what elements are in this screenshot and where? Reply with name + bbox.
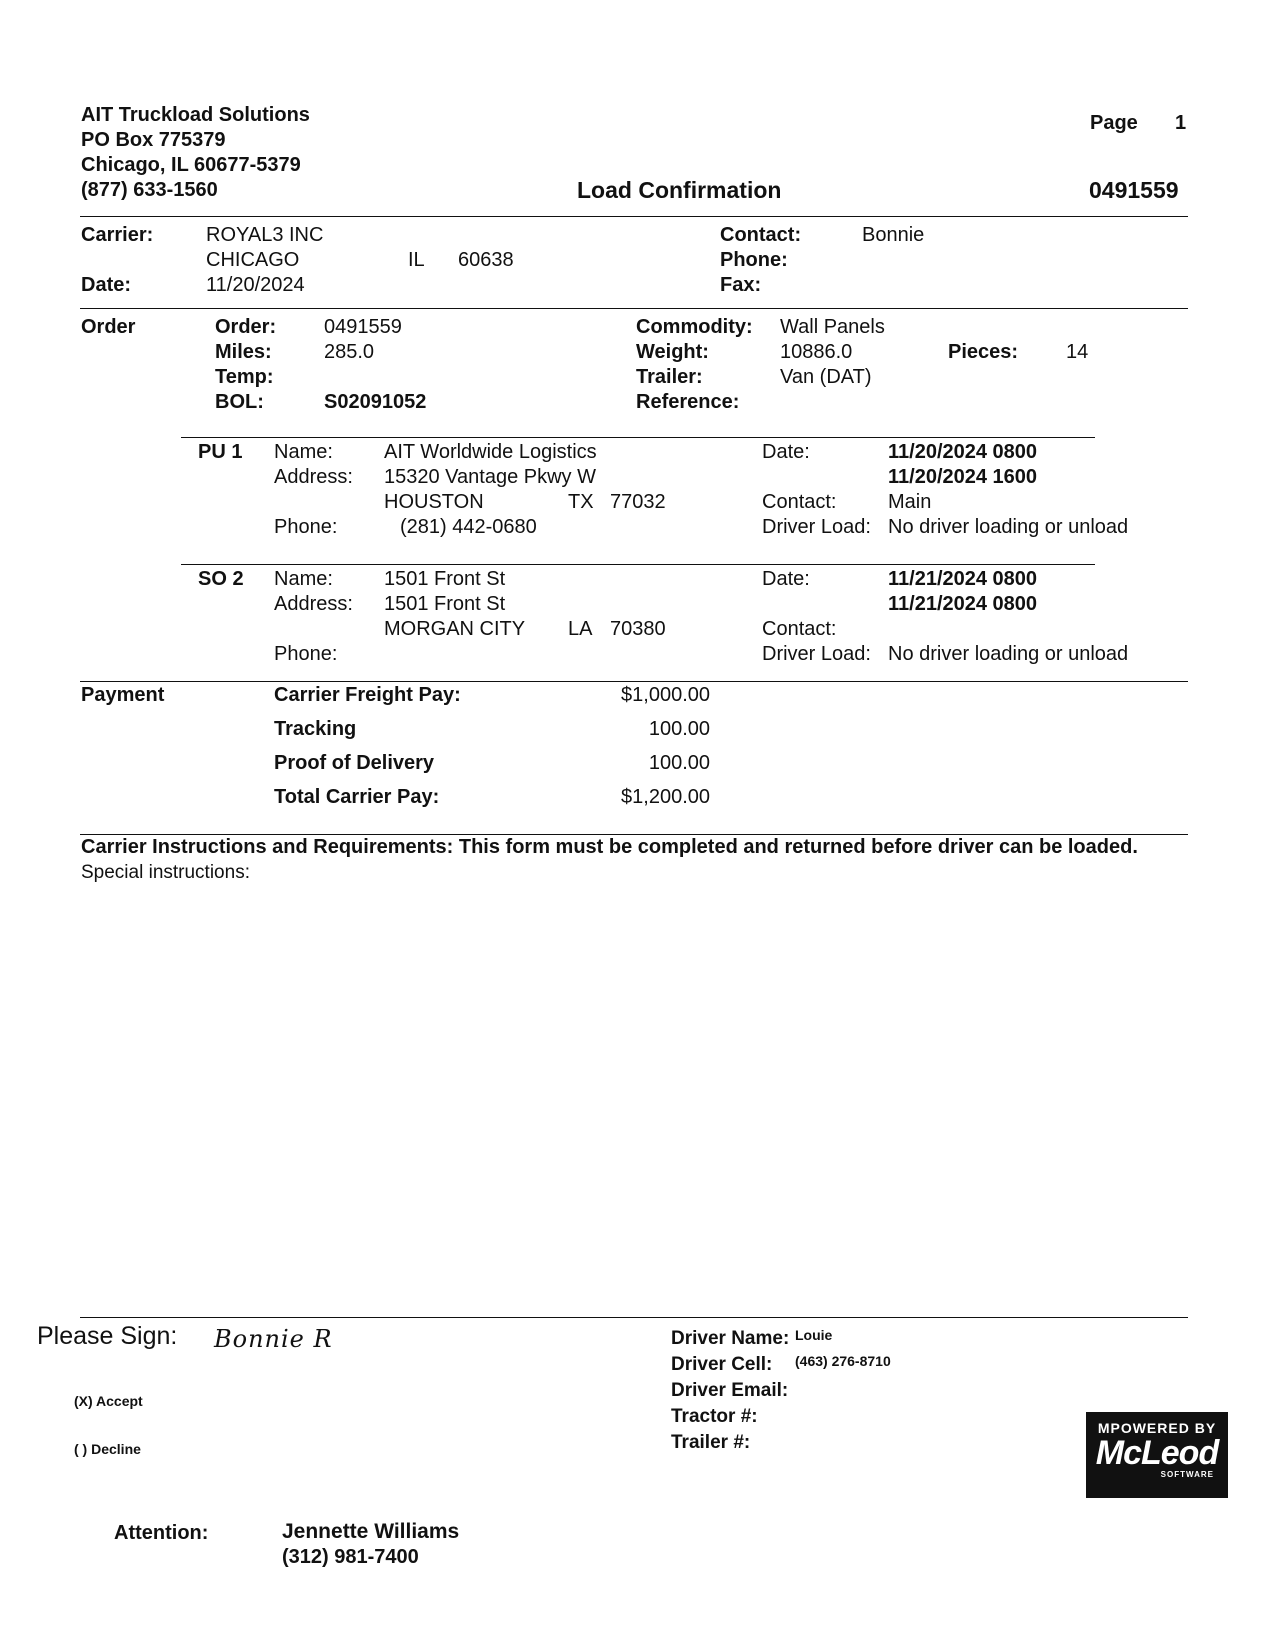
stop-zip: 70380	[610, 618, 666, 640]
stop-id: PU 1	[198, 441, 243, 463]
payment-line-amount: 100.00	[648, 752, 710, 774]
stop-name-label: Name:	[274, 568, 333, 590]
stop-city: HOUSTON	[384, 491, 484, 513]
stop-date-label: Date:	[762, 568, 810, 590]
divider	[80, 216, 1188, 217]
stop-address: 15320 Vantage Pkwy W	[384, 466, 596, 488]
trailer-label: Trailer:	[636, 366, 703, 388]
reference-label: Reference:	[636, 391, 740, 413]
stop-contact-label: Contact:	[762, 491, 837, 513]
page-number: 1	[1175, 112, 1187, 134]
stop-date-label: Date:	[762, 441, 810, 463]
company-address-line1: PO Box 775379	[81, 129, 226, 151]
stop-state: TX	[568, 491, 594, 513]
document-number: 0491559	[1089, 177, 1179, 203]
carrier-state: IL	[408, 249, 425, 271]
carrier-date-label: Date:	[81, 274, 132, 296]
carrier-date: 11/20/2024	[206, 274, 305, 296]
please-sign-label: Please Sign:	[37, 1322, 178, 1350]
order-number: 0491559	[324, 316, 402, 338]
commodity-label: Commodity:	[636, 316, 753, 338]
stop-address-label: Address:	[274, 466, 353, 488]
instructions-heading: Carrier Instructions and Requirements: This form must be completed and returned before driver can be loaded.	[81, 836, 1138, 858]
accept-option[interactable]: (X) Accept	[74, 1393, 143, 1409]
payment-line-label: Tracking	[274, 718, 357, 740]
stop-driver-load-label: Driver Load:	[762, 516, 871, 538]
stop-phone-label: Phone:	[274, 516, 338, 538]
stop-id: SO 2	[198, 568, 244, 590]
carrier-name: ROYAL3 INC	[206, 224, 324, 246]
stop-state: LA	[568, 618, 593, 640]
divider	[80, 681, 1188, 682]
miles-value: 285.0	[324, 341, 375, 363]
payment-total-label: Total Carrier Pay:	[274, 786, 440, 808]
company-address-line2: Chicago, IL 60677-5379	[81, 154, 301, 176]
divider	[80, 834, 1188, 835]
logo-wordmark: McLeod	[1095, 1434, 1219, 1472]
temp-label: Temp:	[215, 366, 274, 388]
driver-name[interactable]: Louie	[795, 1327, 833, 1343]
order-section-label: Order	[81, 316, 136, 338]
payment-section-label: Payment	[81, 684, 165, 706]
trailer-number-label: Trailer #:	[671, 1432, 751, 1453]
fax-label: Fax:	[720, 274, 762, 296]
stop-zip: 77032	[610, 491, 666, 513]
driver-name-label: Driver Name:	[671, 1328, 790, 1349]
miles-label: Miles:	[215, 341, 272, 363]
contact-name: Bonnie	[862, 224, 925, 246]
attention-name: Jennette Williams	[282, 1520, 460, 1543]
trailer-value: Van (DAT)	[780, 366, 872, 388]
carrier-label: Carrier:	[81, 224, 154, 246]
tractor-label: Tractor #:	[671, 1406, 758, 1427]
carrier-zip: 60638	[458, 249, 514, 271]
weight-value: 10886.0	[780, 341, 853, 363]
stop-city: MORGAN CITY	[384, 618, 526, 640]
driver-email-label: Driver Email:	[671, 1380, 789, 1401]
signature[interactable]: Bonnie R	[214, 1325, 333, 1353]
stop-date-start: 11/21/2024 0800	[888, 568, 1038, 590]
attention-phone: (312) 981-7400	[282, 1546, 419, 1568]
attention-label: Attention:	[114, 1522, 209, 1544]
stop-contact: Main	[888, 491, 932, 513]
decline-option[interactable]: ( ) Decline	[74, 1441, 141, 1457]
driver-cell[interactable]: (463) 276-8710	[795, 1353, 891, 1369]
stop-name: 1501 Front St	[384, 568, 506, 590]
divider	[80, 1317, 1188, 1318]
stop-phone-label: Phone:	[274, 643, 338, 665]
stop-address-label: Address:	[274, 593, 353, 615]
stop-contact-label: Contact:	[762, 618, 837, 640]
driver-cell-label: Driver Cell:	[671, 1354, 773, 1375]
special-instructions-label: Special instructions:	[81, 862, 250, 883]
stop-name-label: Name:	[274, 441, 333, 463]
divider	[181, 564, 1095, 565]
payment-line-label: Carrier Freight Pay:	[274, 684, 461, 706]
contact-label: Contact:	[720, 224, 802, 246]
stop-name: AIT Worldwide Logistics	[384, 441, 597, 463]
mcleod-logo	[1086, 1412, 1228, 1498]
logo-software: SOFTWARE	[1160, 1470, 1214, 1479]
document-title: Load Confirmation	[577, 177, 782, 203]
bol-label: BOL:	[215, 391, 264, 413]
carrier-city: CHICAGO	[206, 249, 300, 271]
pieces-label: Pieces:	[948, 341, 1019, 363]
phone-label: Phone:	[720, 249, 788, 271]
logo-powered-by: MPOWERED BY	[1097, 1420, 1217, 1436]
order-label: Order:	[215, 316, 277, 338]
payment-total-amount: $1,200.00	[621, 786, 710, 808]
stop-driver-load: No driver loading or unload	[888, 516, 1129, 538]
stop-driver-load: No driver loading or unload	[888, 643, 1129, 665]
bol-value: S02091052	[324, 391, 427, 413]
company-phone: (877) 633-1560	[81, 179, 218, 201]
divider	[80, 308, 1188, 309]
stop-date-start: 11/20/2024 0800	[888, 441, 1038, 463]
stop-date-end: 11/20/2024 1600	[888, 466, 1038, 488]
stop-phone: (281) 442-0680	[400, 516, 537, 538]
payment-line-label: Proof of Delivery	[274, 752, 435, 774]
stop-date-end: 11/21/2024 0800	[888, 593, 1038, 615]
divider	[181, 437, 1095, 438]
payment-line-amount: 100.00	[648, 718, 710, 740]
pieces-value: 14	[1066, 341, 1089, 363]
weight-label: Weight:	[636, 341, 709, 363]
payment-line-amount: $1,000.00	[621, 684, 710, 706]
stop-driver-load-label: Driver Load:	[762, 643, 871, 665]
company-name: AIT Truckload Solutions	[81, 104, 310, 126]
page-label: Page	[1090, 112, 1138, 134]
commodity-value: Wall Panels	[780, 316, 885, 338]
stop-address: 1501 Front St	[384, 593, 506, 615]
